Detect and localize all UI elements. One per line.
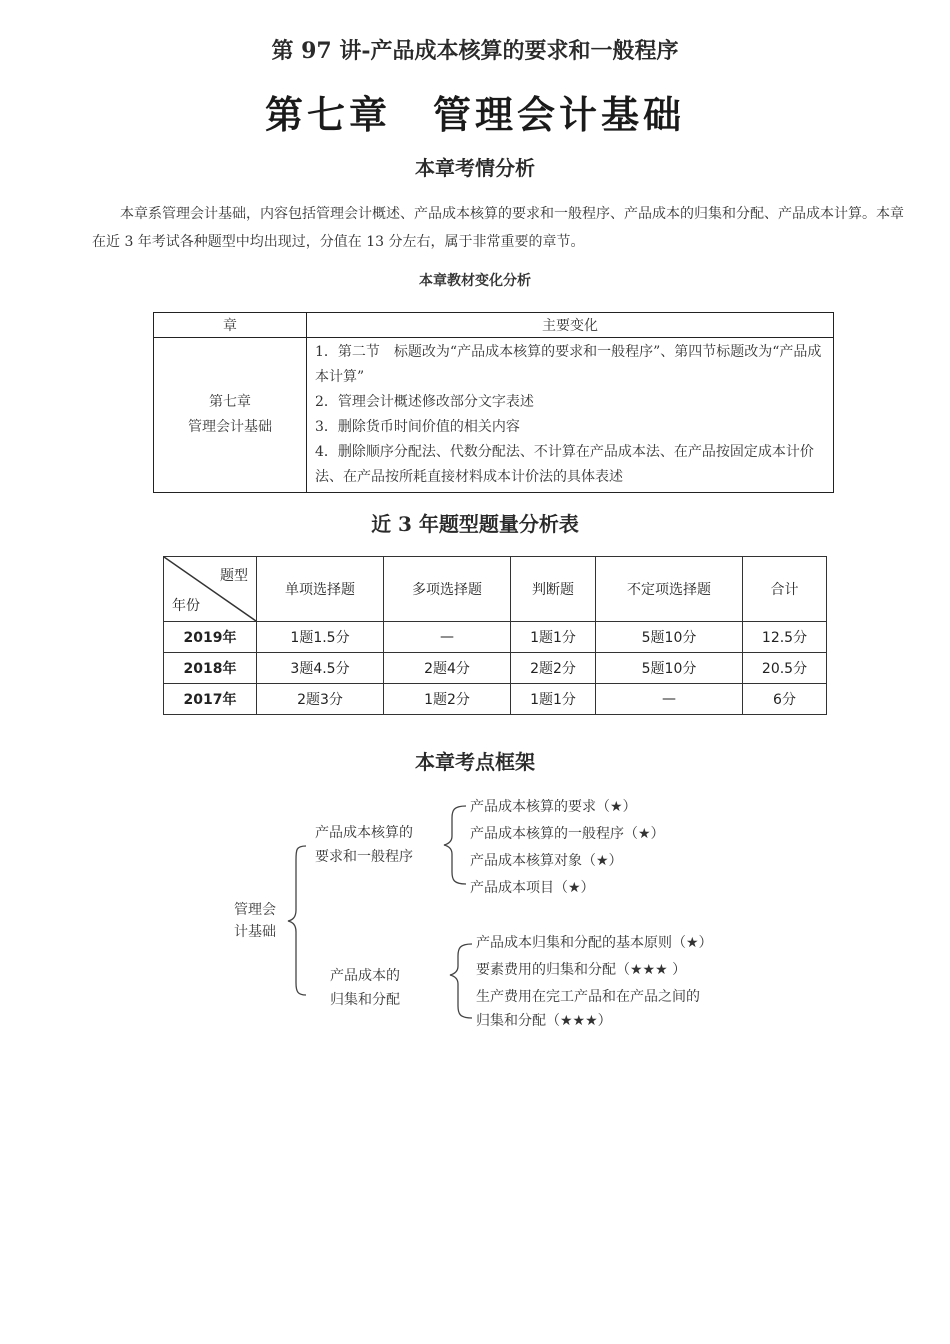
stats-heading: 近 3 年题型题量分析表 <box>371 512 579 536</box>
framework-item: 要素费用的归集和分配（★★★ ） <box>476 962 687 978</box>
framework-branch1-line2: 要求和一般程序 <box>315 849 413 865</box>
changes-chapter-line2: 管理会计基础 <box>188 419 272 435</box>
changes-chapter-line1: 第七章 <box>209 394 251 410</box>
changes-item: 1．第二节 标题改为“产品成本核算的要求和一般程序”、第四节标题改为“产品成本计算” <box>315 344 822 385</box>
chapter-title: 第七章 管理会计基础 <box>264 92 685 137</box>
stats-cell: 1题2分 <box>384 684 511 715</box>
framework-branch1-line1: 产品成本核算的 <box>315 825 413 841</box>
changes-col-main: 主要变化 <box>307 313 834 338</box>
stats-cell: 3题4.5分 <box>257 653 384 684</box>
stats-table <box>163 556 827 715</box>
framework-branch1-items <box>470 794 665 902</box>
stats-cell: 5题10分 <box>596 653 743 684</box>
stats-cell: — <box>596 684 743 715</box>
stats-cell: 1题1.5分 <box>257 622 384 653</box>
changes-header-row <box>154 313 834 338</box>
stats-cell: 12.5分 <box>743 622 827 653</box>
framework-item: 生产费用在完工产品和在产品之间的 <box>476 989 700 1005</box>
stats-year-cell: 2017年 <box>164 684 257 715</box>
stats-cell: 2题3分 <box>257 684 384 715</box>
framework-root-line2: 计基础 <box>234 924 276 940</box>
lecture-title: 第 97 讲-产品成本核算的要求和一般程序 <box>271 38 679 64</box>
stats-cell: 5题10分 <box>596 622 743 653</box>
framework-branch2-line2: 归集和分配 <box>330 992 400 1008</box>
stats-row <box>164 622 827 653</box>
framework-item: 产品成本核算的要求（★） <box>470 799 637 815</box>
root-brace <box>288 846 306 995</box>
stats-row <box>164 653 827 684</box>
framework-item: 产品成本核算对象（★） <box>470 853 623 869</box>
framework-item: 归集和分配（★★★） <box>476 1013 612 1029</box>
stats-cell: 6分 <box>743 684 827 715</box>
corner-year-label: 年份 <box>172 598 200 614</box>
framework-branch2-line1: 产品成本的 <box>330 968 400 984</box>
branch1-brace <box>444 806 466 884</box>
framework-heading: 本章考点框架 <box>415 750 535 774</box>
stats-cell: 2题4分 <box>384 653 511 684</box>
corner-type-label: 题型 <box>220 568 248 584</box>
stats-row <box>164 684 827 715</box>
framework-root <box>234 899 276 943</box>
changes-item: 2．管理会计概述修改部分文字表述 <box>315 394 534 410</box>
stats-header-row <box>164 557 827 622</box>
stats-col-header: 单项选择题 <box>257 557 384 622</box>
framework-branch2-items <box>476 931 713 1033</box>
changes-table <box>153 312 834 493</box>
analysis-heading: 本章考情分析 <box>415 156 535 180</box>
framework-item: 产品成本归集和分配的基本原则（★） <box>476 935 713 951</box>
changes-item: 4．删除顺序分配法、代数分配法、不计算在产品成本法、在产品按固定成本计价法、在产品按所耗直接材料成本计价法的具体表述 <box>315 444 814 485</box>
changes-chapter-cell <box>154 338 307 493</box>
stats-year-cell: 2018年 <box>164 653 257 684</box>
changes-col-chapter: 章 <box>154 313 307 338</box>
stats-col-header: 多项选择题 <box>384 557 511 622</box>
framework-root-line1: 管理会 <box>234 902 276 918</box>
stats-col-header: 不定项选择题 <box>596 557 743 622</box>
stats-corner-cell <box>164 557 257 622</box>
framework-item: 产品成本核算的一般程序（★） <box>470 826 665 842</box>
changes-list-cell <box>307 338 834 493</box>
stats-year-cell: 2019年 <box>164 622 257 653</box>
framework-item: 产品成本项目（★） <box>470 880 595 896</box>
framework-branch1 <box>315 821 413 869</box>
stats-cell: 20.5分 <box>743 653 827 684</box>
branch2-brace <box>450 944 472 1018</box>
stats-cell: 1题1分 <box>511 622 596 653</box>
stats-col-header: 判断题 <box>511 557 596 622</box>
stats-cell: — <box>384 622 511 653</box>
analysis-paragraph: 本章系管理会计基础，内容包括管理会计概述、产品成本核算的要求和一般程序、产品成本的归集和分配、产品成本计算。本章在近 3 年考试各种题型中均出现过，分值在 13 分左右，属于非常重要的章节。 <box>92 206 904 250</box>
stats-cell: 1题1分 <box>511 684 596 715</box>
framework-branch2 <box>330 964 400 1012</box>
changes-body-row <box>154 338 834 493</box>
stats-col-header: 合计 <box>743 557 827 622</box>
stats-cell: 2题2分 <box>511 653 596 684</box>
changes-heading: 本章教材变化分析 <box>419 273 531 289</box>
changes-item: 3．删除货币时间价值的相关内容 <box>315 419 520 435</box>
